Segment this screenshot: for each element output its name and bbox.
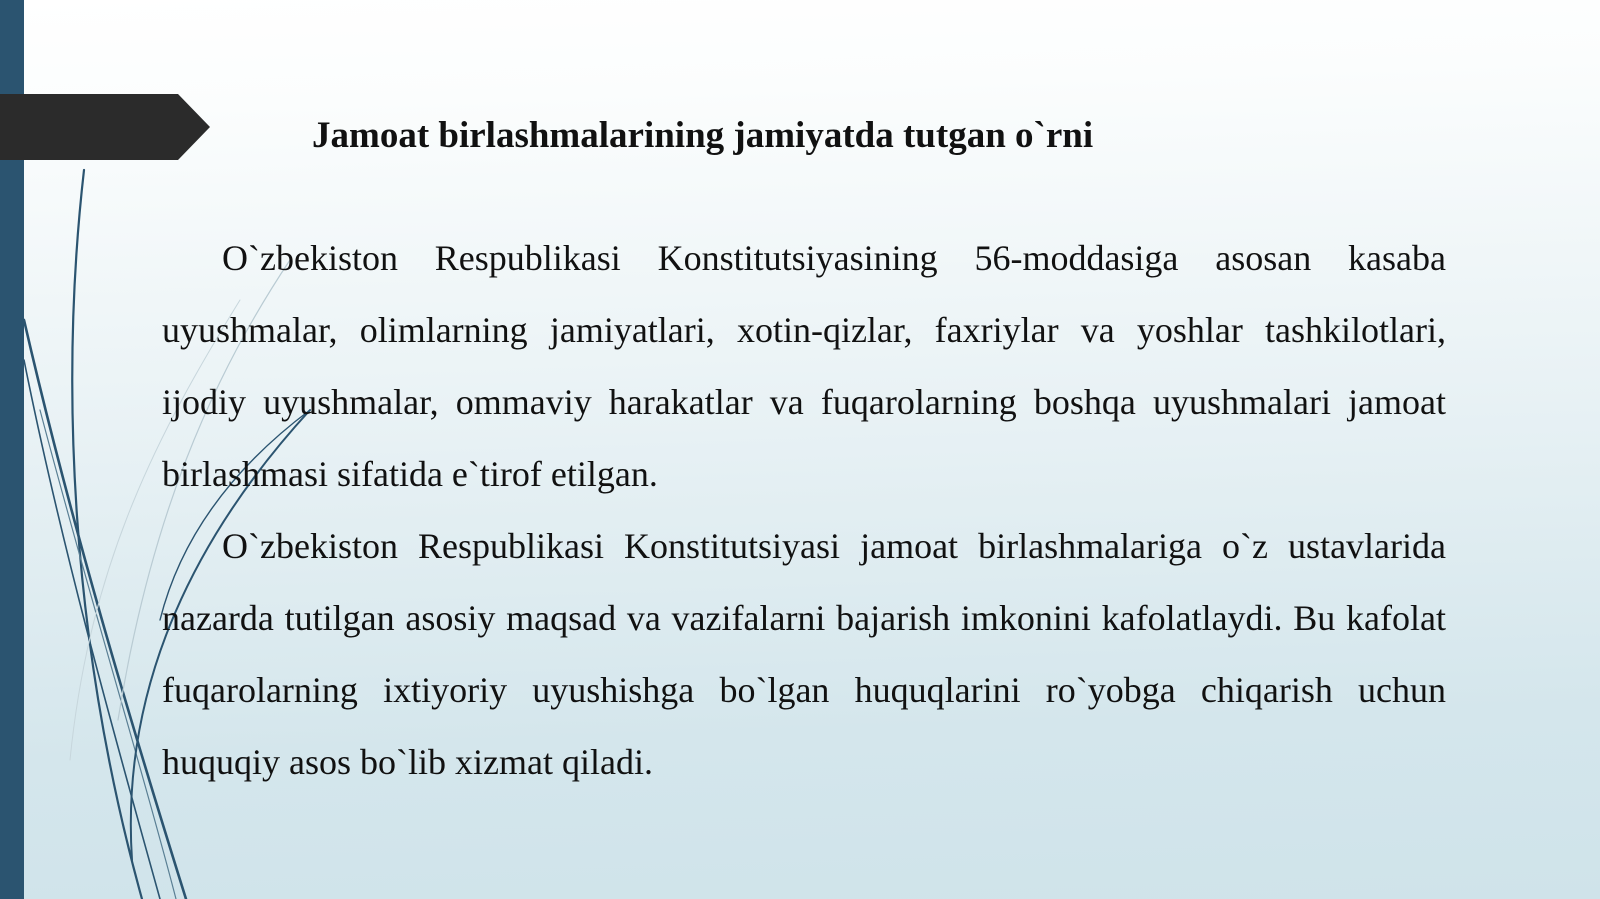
- title-arrow-shape: [0, 94, 210, 160]
- slide-body: [162, 222, 1446, 798]
- slide-title: Jamoat birlashmalarining jamiyatda tutgan o`rni: [312, 115, 1094, 156]
- paragraph-2: O`zbekiston Respublikasi Konstitutsiyasi jamoat birlashmalariga o`z ustavlarida nazarda tutilgan asosiy maqsad va vazifalarni bajarish imkonini kafolatlaydi. Bu kafolat fuqarolarning ixtiyoriy uyushishga bo`lgan huquqlarini ro`yobga chiqarish uchun huquqiy asos bo`lib xizmat qiladi.: [162, 526, 1446, 782]
- paragraph-1: O`zbekiston Respublikasi Konstitutsiyasining 56-moddasiga asosan kasaba uyushmalar, olimlarning jamiyatlari, xotin-qizlar, faxriylar va yoshlar tashkilotlari, ijodiy uyushmalar, ommaviy harakatlar va fuqarolarning boshqa uyushmalari jamoat birlashmasi sifatida e`tirof etilgan.: [162, 238, 1446, 494]
